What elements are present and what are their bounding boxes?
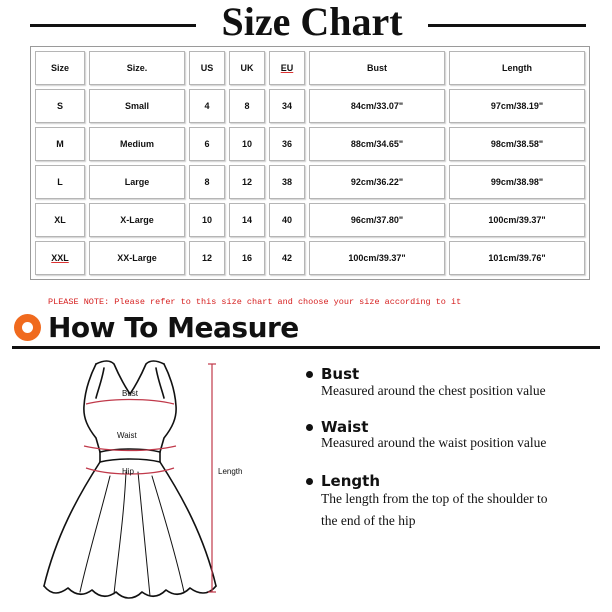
title-rule-right [428,24,586,27]
cell-size: XL [35,203,85,237]
cell-uk: 10 [229,127,265,161]
bullet-dot-icon [306,424,313,431]
cell-length: 101cm/39.76" [449,241,585,275]
page-title: Size Chart [221,0,403,44]
cell-uk: 12 [229,165,265,199]
cell-uk: 14 [229,203,265,237]
header-uk: UK [229,51,265,85]
title-rule-left [30,24,196,27]
bullet-dot-icon [306,478,313,485]
header-bust: Bust [309,51,445,85]
cell-bust: 88cm/34.65" [309,127,445,161]
table-row [35,89,585,123]
how-to-measure-title: How To Measure [48,311,299,344]
cell-eu: 42 [269,241,305,275]
cell-bust: 84cm/33.07" [309,89,445,123]
header-us: US [189,51,225,85]
size-note: PLEASE NOTE: Please refer to this size chart and choose your size according to it [48,297,462,307]
table-row [35,241,585,275]
cell-eu: 36 [269,127,305,161]
cell-bust: 92cm/36.22" [309,165,445,199]
dress-label-bust: Bust [122,389,139,398]
dress-diagram [38,356,250,608]
cell-us: 8 [189,165,225,199]
size-chart-header [0,0,612,44]
table-row [35,127,585,161]
cell-eu: 40 [269,203,305,237]
cell-size-name: X-Large [89,203,185,237]
bullet-dot-icon [306,371,313,378]
waist-title: Waist [321,418,369,436]
cell-size-name: Large [89,165,185,199]
table-row [35,203,585,237]
dress-label-hip: Hip [122,467,135,476]
cell-length: 100cm/39.37" [449,203,585,237]
cell-length: 98cm/38.58" [449,127,585,161]
bust-title: Bust [321,365,360,383]
cell-us: 12 [189,241,225,275]
cell-size: M [35,127,85,161]
cell-bust: 100cm/39.37" [309,241,445,275]
cell-bust: 96cm/37.80" [309,203,445,237]
dress-label-waist: Waist [117,431,137,440]
header-eu: EU [269,51,305,85]
cell-size-name: XX-Large [89,241,185,275]
cell-size-name: Medium [89,127,185,161]
header-size-name: Size. [89,51,185,85]
cell-size: L [35,165,85,199]
cell-us: 10 [189,203,225,237]
table-row [35,165,585,199]
cell-uk: 16 [229,241,265,275]
length-desc: The length from the top of the shoulder to the end of the hip [321,491,548,528]
cell-uk: 8 [229,89,265,123]
cell-length: 99cm/38.98" [449,165,585,199]
table-header-row [35,51,585,85]
bust-desc: Measured around the chest position value [321,383,546,398]
measure-lines [84,364,216,592]
cell-eu: 34 [269,89,305,123]
bust-line [86,400,174,405]
waist-desc: Measured around the waist position value [321,435,547,450]
size-chart-table [30,46,590,280]
header-size: Size [35,51,85,85]
length-title: Length [321,472,380,490]
header-length: Length [449,51,585,85]
section-rule [12,346,600,349]
circle-ring-icon [14,314,41,341]
dress-label-length: Length [218,467,243,476]
cell-eu: 38 [269,165,305,199]
cell-us: 4 [189,89,225,123]
cell-us: 6 [189,127,225,161]
cell-length: 97cm/38.19" [449,89,585,123]
cell-size-name: Small [89,89,185,123]
cell-size: S [35,89,85,123]
cell-size: XXL [35,241,85,275]
